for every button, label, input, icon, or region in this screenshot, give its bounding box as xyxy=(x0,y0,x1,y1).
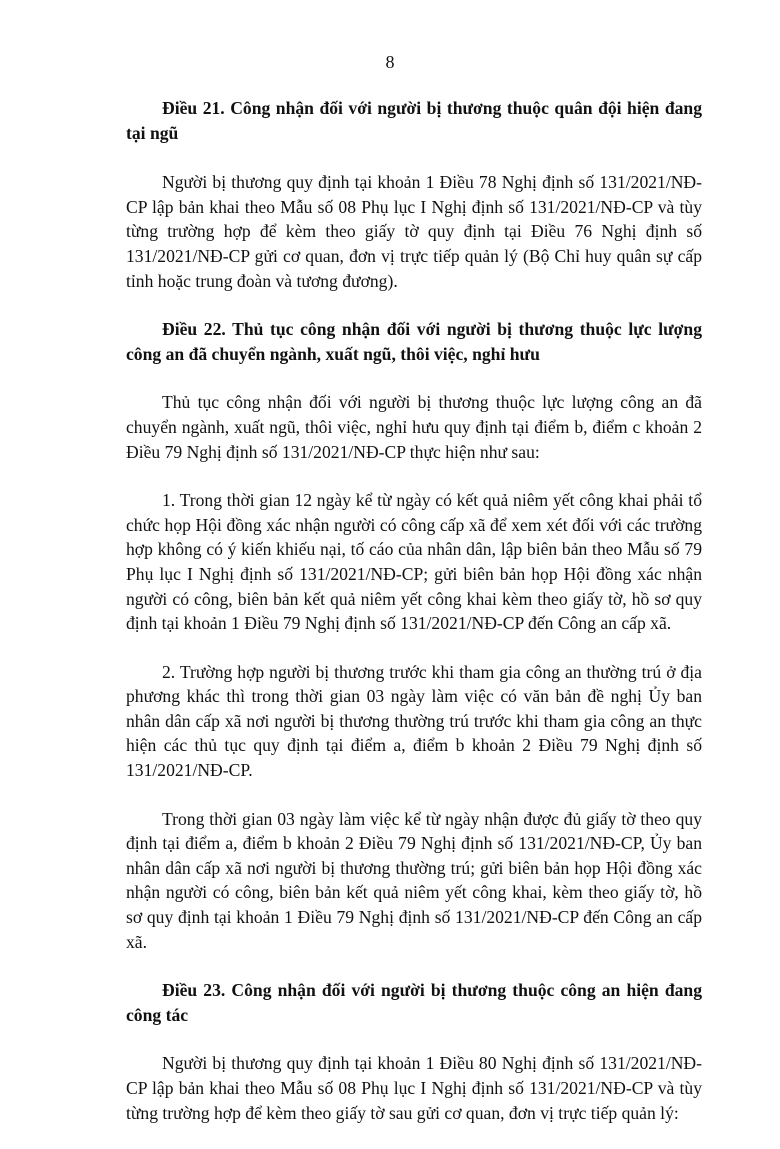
page-number: 8 xyxy=(385,52,395,72)
article-23-heading: Điều 23. Công nhận đối với người bị thương thuộc công an hiện đang công tác xyxy=(126,980,702,1025)
article-22-paragraph-2: 1. Trong thời gian 12 ngày kể từ ngày có kết quả niêm yết công khai phải tổ chức họp Hội đồng xác nhận người có công cấp xã để xem xét đối với các trường hợp không có ý kiến khiếu nại, tố cáo của nhân dân, lập biên bản theo Mẫu số 79 Phụ lục I Nghị định số 131/2021/NĐ-CP; gửi biên bản họp Hội đồng xác nhận người có công, biên bản kết quả niêm yết công khai kèm theo giấy tờ, hồ sơ quy định tại khoản 1 Điều 79 Nghị định số 131/2021/NĐ-CP đến Công an cấp xã. xyxy=(126,490,702,634)
article-22-heading: Điều 22. Thủ tục công nhận đối với người bị thương thuộc lực lượng công an đã chuyển ngành, xuất ngũ, thôi việc, nghỉ hưu xyxy=(126,319,702,364)
article-22-paragraph-1: Thủ tục công nhận đối với người bị thương thuộc lực lượng công an đã chuyển ngành, xuất ngũ, thôi việc, nghỉ hưu quy định tại điểm b, điểm c khoản 2 Điều 79 Nghị định số 131/2021/NĐ-CP thực hiện như sau: xyxy=(126,392,702,462)
article-21-heading: Điều 21. Công nhận đối với người bị thương thuộc quân đội hiện đang tại ngũ xyxy=(126,98,702,143)
article-21-paragraph-1: Người bị thương quy định tại khoản 1 Điều 78 Nghị định số 131/2021/NĐ-CP lập bản khai theo Mẫu số 08 Phụ lục I Nghị định số 131/2021/NĐ-CP và tùy từng trường hợp để kèm theo giấy tờ quy định tại Điều 76 Nghị định số 131/2021/NĐ-CP gửi cơ quan, đơn vị trực tiếp quản lý (Bộ Chỉ huy quân sự cấp tỉnh hoặc trung đoàn và tương đương). xyxy=(126,172,702,291)
article-23-paragraph-1: Người bị thương quy định tại khoản 1 Điều 80 Nghị định số 131/2021/NĐ-CP lập bản khai theo Mẫu số 08 Phụ lục I Nghị định số 131/2021/NĐ-CP và tùy từng trường hợp để kèm theo giấy tờ sau gửi cơ quan, đơn vị trực tiếp quản lý: xyxy=(126,1053,702,1123)
article-22-paragraph-4: Trong thời gian 03 ngày làm việc kể từ ngày nhận được đủ giấy tờ theo quy định tại điểm a, điểm b khoản 2 Điều 79 Nghị định số 131/2021/NĐ-CP, Ủy ban nhân dân cấp xã nơi người bị thương thường trú; gửi biên bản họp Hội đồng xác nhận người có công, biên bản kết quả niêm yết công khai, kèm theo giấy tờ, hồ sơ quy định tại khoản 1 Điều 79 Nghị định số 131/2021/NĐ-CP đến Công an cấp xã. xyxy=(126,808,702,952)
article-22-paragraph-3: 2. Trường hợp người bị thương trước khi tham gia công an thường trú ở địa phương khác thì trong thời gian 03 ngày làm việc có văn bản đề nghị Ủy ban nhân dân cấp xã nơi người bị thương thường trú trước khi tham gia công an thực hiện các thủ tục quy định tại điểm a, điểm b khoản 2 Điều 79 Nghị định số 131/2021/NĐ-CP. xyxy=(126,661,702,781)
document-body xyxy=(126,96,702,1149)
